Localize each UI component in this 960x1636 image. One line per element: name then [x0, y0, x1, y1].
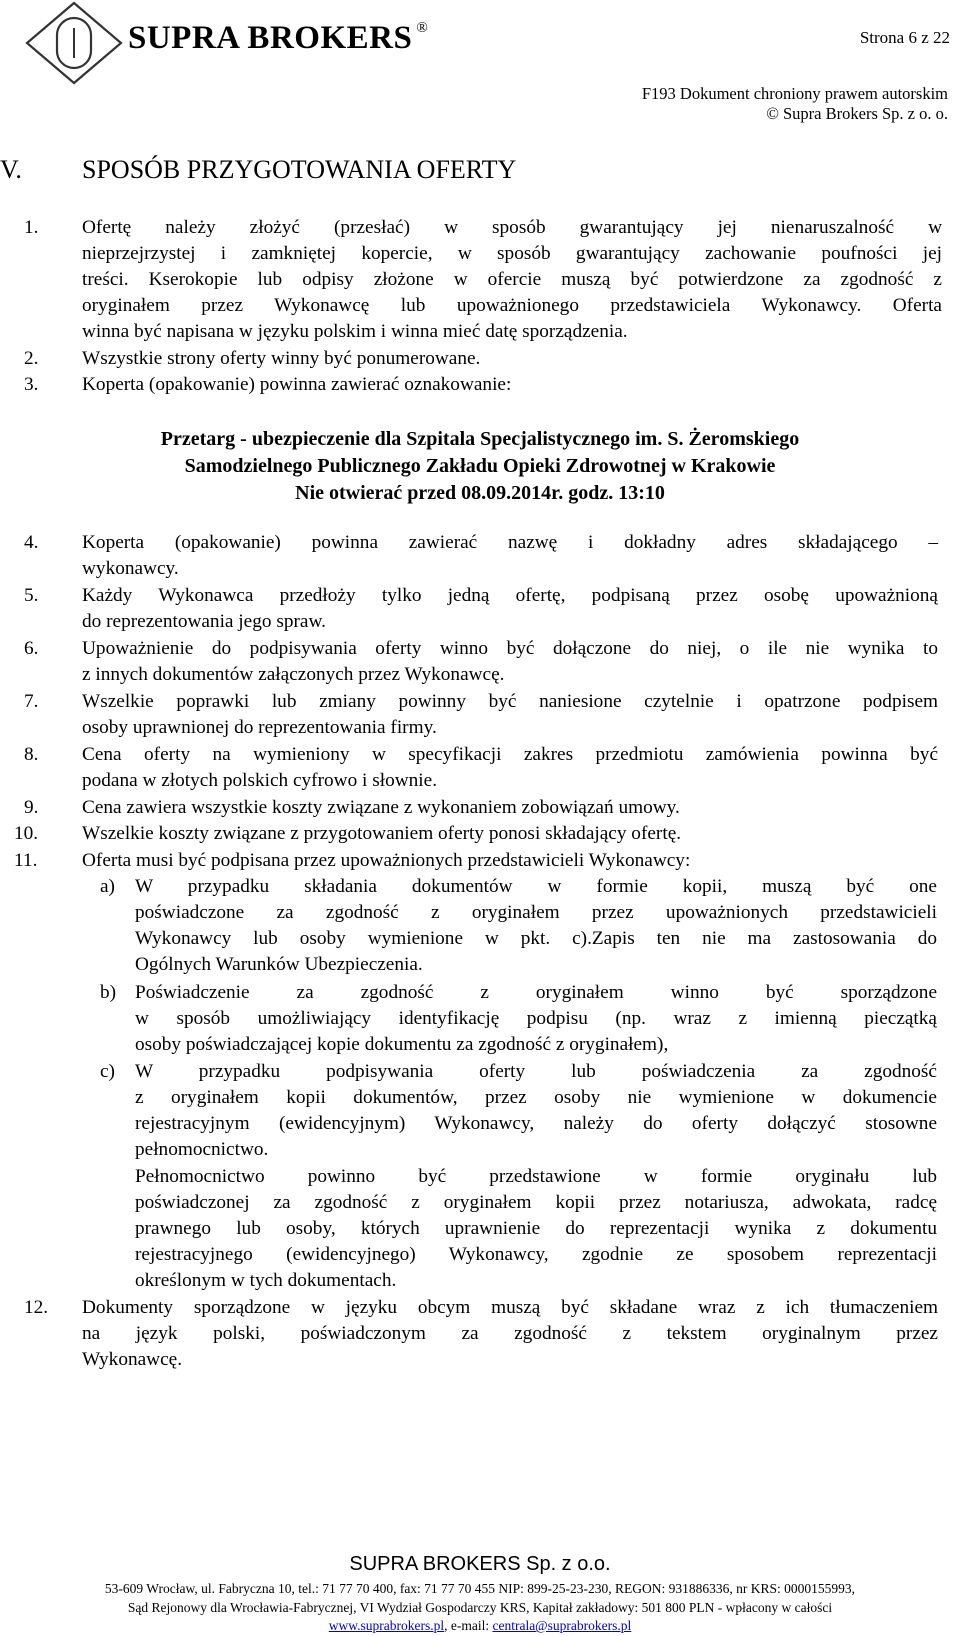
email-link[interactable]: centrala@suprabrokers.pl: [492, 1618, 632, 1633]
footer-contact: www.suprabrokers.pl, e-mail: centrala@suprabrokers.pl: [328, 1618, 632, 1633]
footer-address: 53-609 Wrocław, ul. Fabryczna 10, tel.: 71 77 70 400, fax: 71 77 70 455 NIP: 899-25-23-230, REGON: 931886336, nr KRS: 0000155993,: [104, 1581, 856, 1596]
website-link[interactable]: www.suprabrokers.pl: [328, 1618, 445, 1633]
supra-brokers-logo-icon: [24, 0, 124, 86]
page-number: Strona 6 z 22: [859, 28, 950, 47]
footer-company-name: SUPRA BROKERS Sp. z o.o.: [349, 1553, 611, 1575]
footer-registry: Sąd Rejonowy dla Wrocławia-Fabrycznej, VI Wydział Gospodarczy KRS, Kapitał zakładowy: 501 800 PLN - wpłacony w całości: [127, 1600, 833, 1615]
section-heading: V. SPOSÓB PRZYGOTOWANIA OFERTY: [0, 155, 517, 184]
logo-wordmark: SUPRA BROKERS ®: [128, 20, 429, 56]
copyright-notice: F193 Dokument chroniony prawem autorskim © Supra Brokers Sp. z o. o.: [641, 84, 948, 123]
company-logo: [24, 0, 464, 86]
